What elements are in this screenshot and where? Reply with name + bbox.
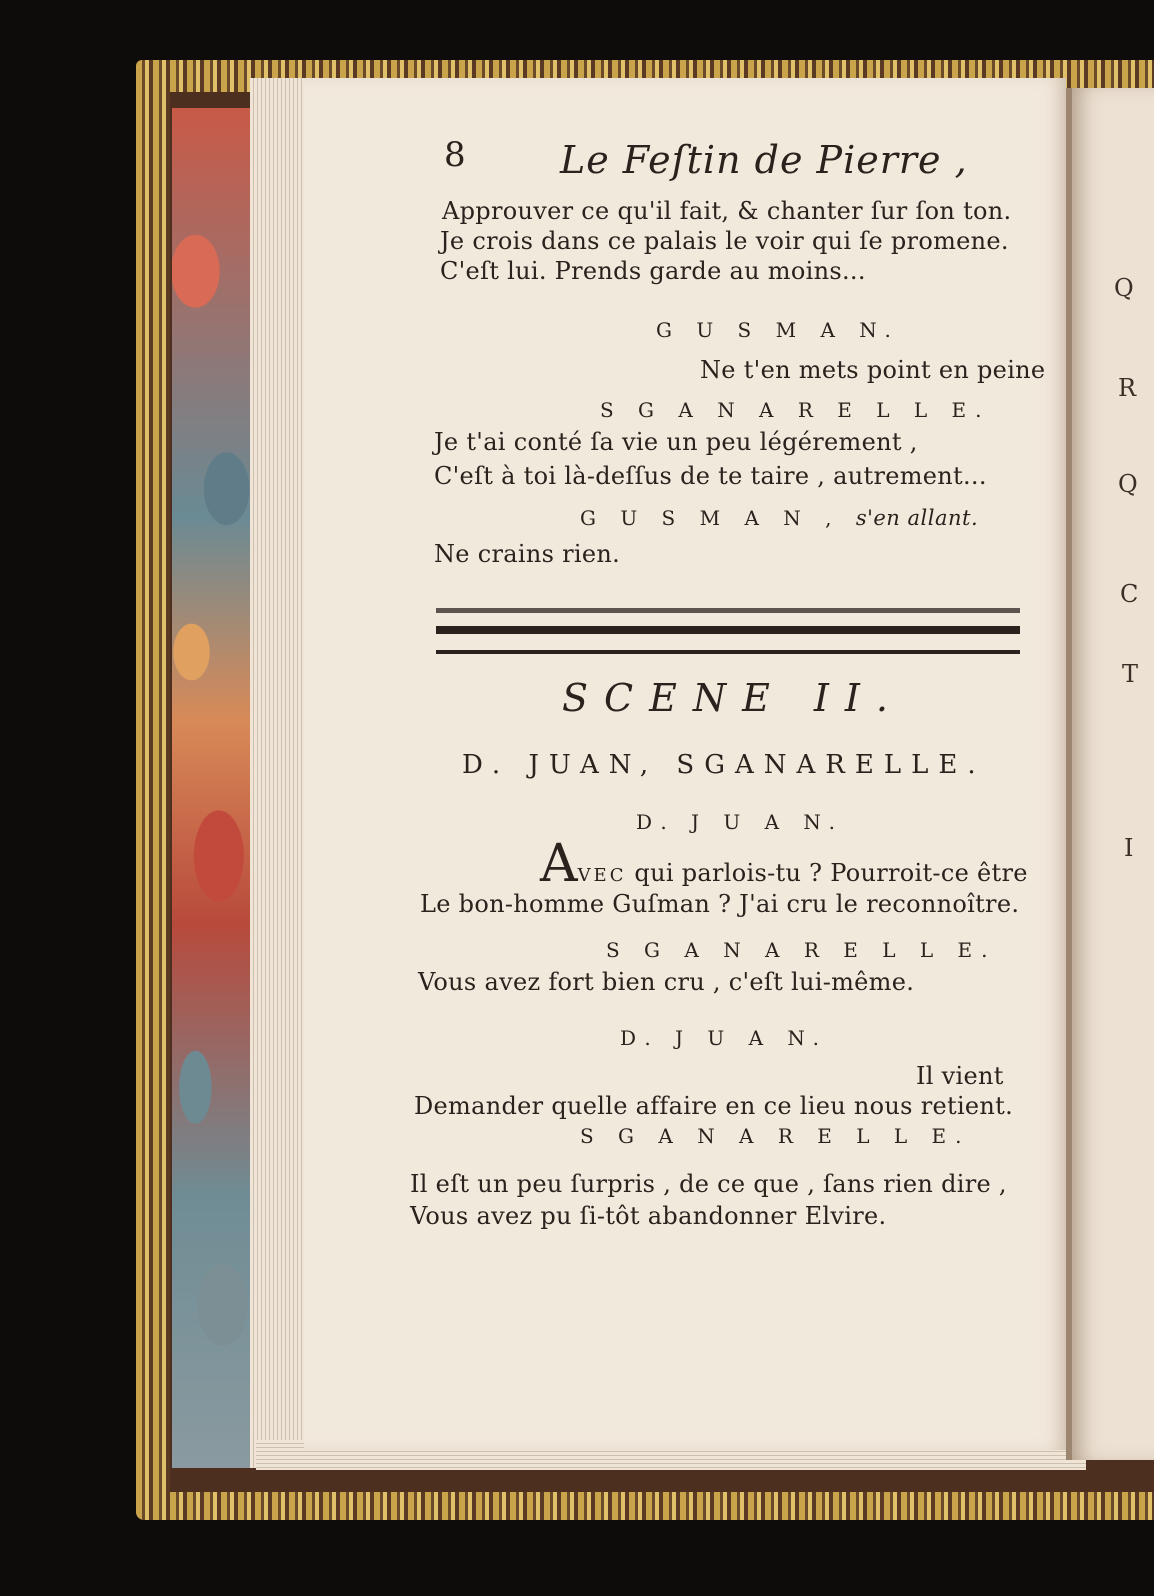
- speaker-name: S G A N A R E L L E.: [606, 938, 997, 962]
- verse-line: Le bon-homme Guſman ? J'ai cru le reconnoître.: [420, 890, 1020, 918]
- speaker-name: S G A N A R E L L E.: [580, 1124, 971, 1148]
- facing-letter: Q: [1114, 274, 1134, 302]
- scene-characters: D. JUAN, SGANARELLE.: [462, 750, 986, 780]
- page-edges: [250, 78, 310, 1468]
- speaker-name: S G A N A R E L L E.: [600, 398, 991, 422]
- facing-letter: R: [1118, 374, 1137, 402]
- speaker-name-text: G U S M A N ,: [580, 506, 841, 530]
- page-number: 8: [444, 135, 466, 175]
- running-title: Le Feſtin de Pierre ,: [560, 138, 968, 182]
- drop-cap: A: [540, 834, 578, 894]
- speaker-name: D. J U A N.: [636, 810, 845, 834]
- verse-line: Approuver ce qu'il fait, & chanter ſur ſon ton.: [442, 197, 1012, 225]
- speaker-name: [580, 506, 978, 530]
- marbled-endpaper: [172, 108, 250, 1468]
- verse-line: Ne crains rien.: [434, 540, 621, 568]
- verse-line: Il eſt un peu ſurpris , de ce que , ſans rien dire ,: [410, 1170, 1007, 1198]
- ornament-rule-thin: [436, 608, 1020, 613]
- verse-line: qui parlois-tu ? Pourroit-ce être: [626, 859, 1028, 887]
- verse-line: Il vient: [916, 1062, 1004, 1090]
- facing-letter: T: [1122, 660, 1139, 688]
- speaker-name: D. J U A N.: [620, 1026, 829, 1050]
- verse-line: C'eſt lui. Prends garde au moins...: [440, 257, 866, 285]
- speaker-name: G U S M A N.: [656, 318, 900, 342]
- facing-letter: C: [1120, 580, 1139, 608]
- verse-line: Demander quelle affaire en ce lieu nous retient.: [414, 1092, 1014, 1120]
- verse-line: Ne t'en mets point en peine: [700, 356, 1046, 384]
- drop-cap-continuation: VEC: [577, 865, 627, 886]
- stage-direction: s'en allant.: [855, 506, 979, 530]
- facing-page: [1072, 88, 1154, 1460]
- verse-line: Vous avez fort bien cru , c'eſt lui-même.: [418, 968, 915, 996]
- verse-line: Je crois dans ce palais le voir qui ſe promene.: [440, 227, 1009, 255]
- drop-cap-line: [540, 834, 1028, 894]
- ornament-rule-thin: [436, 650, 1020, 654]
- verse-line: Vous avez pu ſi-tôt abandonner Elvire.: [410, 1202, 887, 1230]
- facing-letter: Q: [1118, 470, 1138, 498]
- ornament-rule-thick: [436, 626, 1020, 634]
- verse-line: Je t'ai conté ſa vie un peu légérement ,: [434, 428, 918, 456]
- facing-letter: I: [1124, 834, 1134, 862]
- scene-title: SCENE II.: [562, 676, 905, 720]
- verse-line: C'eſt à toi là-deſſus de te taire , autrement...: [434, 462, 987, 490]
